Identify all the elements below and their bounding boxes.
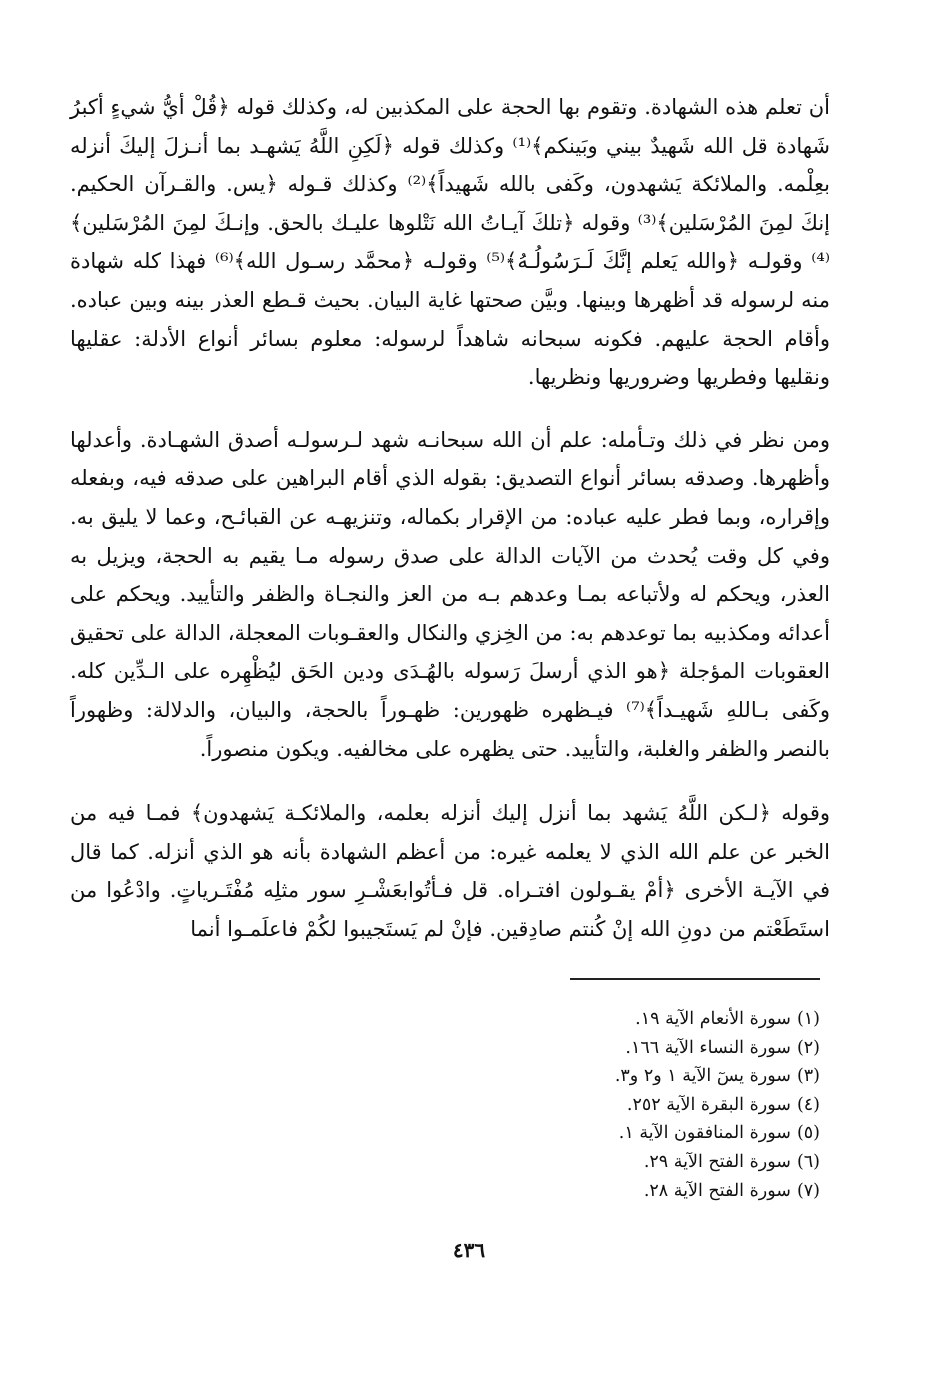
- page-number: ٤٣٦: [452, 1238, 486, 1262]
- footnote-number: (٧): [796, 1180, 820, 1201]
- footnote-number: (٣): [796, 1066, 820, 1087]
- footnotes-list: [420, 1005, 820, 1205]
- footnote-number: (٤): [796, 1094, 820, 1115]
- footnote-text: سورة الأنعام الآية ١٩.: [635, 1009, 791, 1029]
- footnote-number: (٦): [796, 1151, 820, 1172]
- body-paragraph-2: ومن نظر في ذلك وتـأمله: علم أن الله سبحانـه شهد لـرسولـه أصدق الشهـادة. وأعدلها وأظهرها. وصدقه بسائر أنواع التصديق: بقوله الذي أقام البراهين على صدقه فيه، وبفعله وإقراره، وبما فطر عليه عباده: من الإقرار بكماله، وتنزيهـه عن القبائـح، وعما لا يليق به. وفي كل وقت يُحدث من الآيات الدالة على صدق رسوله مـا يقيم به الحجة، ويزيل به العذر، ويحكم له ولأتباعه بمـا وعدهم بـه من العز والنجـاة والظفر والتأييد. ويحكم على أعدائه ومكذبيه بما توعدهم به: من الخِزي والنكال والعقـوبات المعجلة، الدالة على تحقيق العقوبات المؤجلة ﴿هو الذي أرسلَ رَسوله بالهُـدَى ودين الحَق ليُظْهِره على الـدِّين كله. وكَفى بـاللهِ شَهيـداً﴾⁽⁷⁾ فيـظهره ظهورين: ظهـوراً بالحجة، والبيان، والدلالة: وظهوراً بالنصر والظفر والغلبة، والتأييد. حتى يظهره على مخالفيه. ويكون منصوراً.: [70, 427, 830, 761]
- body-paragraph-3: وقوله ﴿لـكن اللَّهُ يَشهد بما أنزل إليك أنزله بعلمه، والملائكـة يَشهدون﴾ فمـا فيه من الخبر عن علم الله الذي لا يعلمه غيره: من أعظم الشهادة بأنه هو الذي أنزله. كما قال في الآيـة الأخرى ﴿أمْ يقـولون افتـراه. قل فـأتُوابعَشْـرِ سور مثلِه مُفْتَـرياتٍ. وادْعُوا من استَطَعْتم من دونِ الله إنْ كُنتم صادِقين. فإنْ لم يَستَجيبوا لكُمْ فاعلَمـوا أنما: [70, 801, 830, 941]
- footnote-7: [420, 1177, 820, 1206]
- footnote-number: (٥): [796, 1123, 820, 1144]
- footnote-6: [420, 1148, 820, 1177]
- footnote-5: [420, 1119, 820, 1148]
- footnote-divider: [570, 978, 820, 980]
- footnote-3: [420, 1062, 820, 1091]
- page-body: [70, 88, 830, 948]
- footnote-text: سورة الفتح الآية ٢٩.: [643, 1151, 791, 1172]
- footnote-4: [420, 1091, 820, 1120]
- footnote-text: سورة يسٓ الآية ١ و٢ و٣.: [614, 1066, 791, 1087]
- footnote-number: (٢): [796, 1037, 820, 1058]
- footnote-text: سورة النساء الآية ١٦٦.: [625, 1037, 791, 1058]
- footnote-number: (١): [796, 1009, 820, 1029]
- body-paragraph-1: أن تعلم هذه الشهادة. وتقوم بها الحجة على المكذبين له، وكذلك قوله ﴿قُلْ أيُّ شيءٍ أكبرُ شَهادة قل الله شَهيدٌ بيني وبَينكم﴾⁽¹⁾ وكذلك قوله ﴿لَكِنِ اللَّهُ يَشهـد بما أنـزلَ إليكَ أنزله بعِلْمه. والملائكة يَشهدون، وكَفى بالله شَهيداً﴾⁽²⁾ وكذلك قـوله ﴿يس. والقـرآن الحكيم. إنكَ لمِنَ المُرْسَلين﴾⁽³⁾ وقوله ﴿تلكَ آيـاتُ الله نَتْلوها عليـك بالحق. وإنـكَ لمِنَ المُرْسَلين﴾⁽⁴⁾ وقولـه ﴿والله يَعلم إنَّكَ لَـرَسُولُـهُ﴾⁽⁵⁾ وقولـه ﴿محمَّد رسـول الله﴾⁽⁶⁾ فهذا كله شهادة منه لرسوله قد أظهرها وبينها. وبيَّن صحتها غاية البيان. بحيث قـطع العذر بينه وبين عباده. وأقام الحجة عليهم. فكونه سبحانه شاهداً لرسوله: معلوم بسائر أنواع الأدلة: عقليها ونقليها وفطريها وضروريها ونظريها.: [70, 95, 831, 390]
- footnote-text: سورة الفتح الآية ٢٨.: [643, 1180, 791, 1201]
- footnote-1: [420, 1005, 820, 1034]
- footnote-2: [420, 1034, 820, 1063]
- footnote-text: سورة المنافقون الآية ١.: [618, 1123, 791, 1144]
- footnote-text: سورة البقرة الآية ٢٥٢.: [626, 1094, 791, 1115]
